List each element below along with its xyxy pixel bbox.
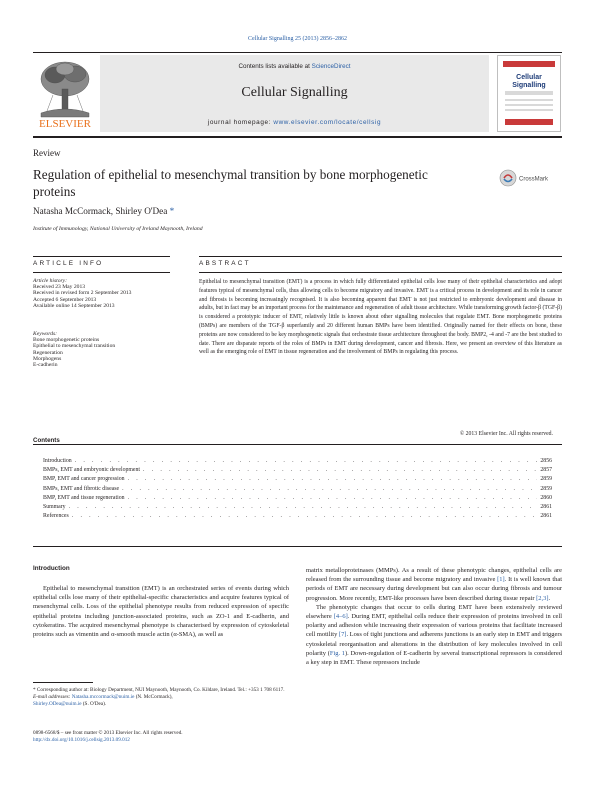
body-column-right xyxy=(306,566,562,667)
body-text: ). Down-regulation of E-cadherin by several transcriptional repressors is considered a key step in EMT. These repressors include xyxy=(306,649,562,667)
abstract-text: Epithelial to mesenchymal transition (EMT) is a process in which fully differentiated epithelial cells lose many of their epithelial characteristics and adopt features typical of mesenchymal cells, thus allowing cells to become migratory and invasive. EMT is a critical process in development and its role in cancer and fibrosis is becoming increasingly recognised. It is also becoming apparent that EMT is not just restricted to embryonic development and disease in adults, but in fact may be an important process for the maintenance and regeneration of adult tissue architecture. While transforming growth factor-β (TGF-β) is considered a prototypic inducer of EMT, relatively little is known about other signalling molecules that regulate EMT. Bone morphogenetic proteins (BMPs) are members of the TGF-β superfamily and 20 different human BMPs have been identified. Originally named for their effects on bone, these proteins are now considered to be key morphogenetic signals that orchestrate tissue architecture throughout the body. BMP2, -4 and -7 are the best studied to date. There are disparate reports of the roles of BMPs in EMT during development, cancer and fibrosis. Here, we present an overview of this literature as well as the emerging role of EMT in tissue regeneration and the involvement of BMPs in regulating this process. xyxy=(199,279,562,356)
toc-page[interactable]: 2856 xyxy=(540,458,552,464)
toc-title[interactable]: BMP, EMT and cancer progression xyxy=(43,476,125,483)
figure-link[interactable]: Fig. 1 xyxy=(329,649,346,657)
author-affiliation: Institute of Immunology, National University of Ireland Maynooth, Ireland xyxy=(33,226,203,232)
body-text: matrix metalloproteinases (MMPs). As a result of these phenotypic changes, epithelial cells are released from the surrounding tissue and become migratory and invasive xyxy=(306,567,562,584)
toc-entry[interactable] xyxy=(43,458,552,467)
toc-entry[interactable] xyxy=(43,467,552,476)
footnote xyxy=(33,687,289,707)
keyword: Morphogens xyxy=(33,355,62,362)
toc-leader xyxy=(128,495,538,501)
email-label: E-mail addresses: xyxy=(33,693,72,700)
keywords xyxy=(33,331,173,368)
intro-paragraph: Epithelial to mesenchymal transition (EMT) is an orchestrated series of events during which epithelial cells lose many of their epithelial-specific characteristics and acquire features typical of mesenchymal cells. Loss of the epithelial phenotype results from reduced expression of specific epithelial proteins including junction-associated proteins, such as ZO-1 and E-cadherin, and cytokeratins. The acquired mesenchymal phenotype is characterised by expression of cytoskeletal proteins such as vimentin and α-smooth muscle actin (α-SMA), as well as xyxy=(33,585,289,639)
history-item: Received in revised form 2 September 2013 xyxy=(33,290,132,297)
abstract-copyright: © 2013 Elsevier Inc. All rights reserved. xyxy=(459,431,553,437)
contents-available xyxy=(100,63,489,70)
history-item: Received 23 May 2013 xyxy=(33,284,86,291)
table-of-contents xyxy=(43,458,552,522)
keyword: E-cadherin xyxy=(33,362,58,369)
corresponding-author-note: * Corresponding author at: Biology Department, NUI Maynooth, Maynooth, Co. Kildare, Ireland. Tel.: +353 1 708 6117. xyxy=(33,687,285,693)
header-rule xyxy=(33,52,562,53)
journal-title: Cellular Signalling xyxy=(241,85,348,100)
toc-leader xyxy=(75,458,538,464)
header-thick-rule xyxy=(33,136,562,138)
article-title: Regulation of epithelial to mesenchymal transition by bone morphogenetic proteins xyxy=(33,167,428,199)
article-section-type: Review xyxy=(33,148,61,158)
crossmark-icon xyxy=(500,170,516,186)
elsevier-logo-text: ELSEVIER xyxy=(39,118,91,130)
article-authors xyxy=(33,206,174,216)
homepage-link[interactable]: www.elsevier.com/locate/cellsig xyxy=(273,119,382,126)
crossmark-button[interactable] xyxy=(498,168,562,188)
journal-cover-thumbnail xyxy=(497,55,561,132)
keyword: Regeneration xyxy=(33,349,63,356)
issn-doi-block xyxy=(33,730,289,743)
article-info-rule xyxy=(33,272,170,273)
toc-leader xyxy=(128,476,538,482)
body-text: . During EMT, epithelial cells reduce their expression of proteins involved in cell polarity and adhesion while increasing their expression of various proteins that facilitate increased cell motility xyxy=(306,613,562,639)
article-info-rule-top xyxy=(33,256,170,257)
abstract-heading: ABSTRACT xyxy=(199,260,251,267)
toc-title[interactable]: BMPs, EMT and embryonic development xyxy=(43,467,140,474)
abstract-rule xyxy=(199,272,562,273)
toc-leader xyxy=(122,486,537,492)
body-paragraph xyxy=(306,603,562,667)
citation-link[interactable]: [7] xyxy=(338,631,347,639)
toc-title[interactable]: BMPs, EMT and fibrotic disease xyxy=(43,485,120,492)
toc-title[interactable]: References xyxy=(43,513,69,520)
body-text: . xyxy=(548,594,551,602)
introduction-heading: Introduction xyxy=(33,565,70,572)
toc-entry[interactable] xyxy=(43,476,552,485)
citation-link[interactable]: [2,3] xyxy=(536,594,549,602)
email-owner: (N. McCormack), xyxy=(134,693,173,700)
history-label: Article history: xyxy=(33,278,68,284)
keyword: Epithelial to mesenchymal transition xyxy=(33,343,116,350)
doi-link[interactable]: http://dx.doi.org/10.1016/j.cellsig.2013.09.012 xyxy=(33,736,130,743)
toc-page[interactable]: 2860 xyxy=(540,494,552,501)
toc-leader xyxy=(143,467,537,473)
history-item: Accepted 6 September 2013 xyxy=(33,296,97,303)
corresponding-author-mark[interactable]: * xyxy=(169,206,175,216)
email-link[interactable]: Shirley.ODea@nuim.ie xyxy=(33,700,82,707)
sciencedirect-link[interactable]: ScienceDirect xyxy=(311,63,351,70)
email-owner: (S. O'Dea). xyxy=(81,700,107,707)
toc-page[interactable]: 2859 xyxy=(540,485,552,492)
email-addresses xyxy=(33,694,289,708)
toc-entry[interactable] xyxy=(43,504,552,513)
body-text: . Loss of tight junctions and adherens junctions is an early step in EMT and triggers cytoskeletal reorganisation and alterations in the distribution of key molecules involved in cell polarity ( xyxy=(306,631,563,657)
keywords-label: Keywords: xyxy=(33,331,58,337)
toc-entry[interactable] xyxy=(43,495,552,504)
toc-title[interactable]: Summary xyxy=(43,503,66,510)
contents-rule xyxy=(33,444,562,445)
body-text: The phenotypic changes that occur to cells during EMT have been extensively reviewed elsewhere xyxy=(306,603,562,621)
cover-title-line2: Signalling xyxy=(512,82,546,89)
toc-entry[interactable] xyxy=(43,513,552,522)
author-names: Natasha McCormack, Shirley O'Dea xyxy=(33,206,168,216)
history-item: Available online 14 September 2013 xyxy=(33,302,115,309)
toc-page[interactable]: 2859 xyxy=(540,476,552,483)
toc-entry[interactable] xyxy=(43,486,552,495)
toc-title[interactable]: Introduction xyxy=(43,458,72,464)
contents-bottom-rule xyxy=(33,546,562,547)
homepage-prefix: journal homepage: xyxy=(207,119,274,126)
journal-citation-link[interactable]: Cellular Signalling 25 (2013) 2856–2862 xyxy=(248,36,347,42)
keyword: Bone morphogenetic proteins xyxy=(33,337,100,344)
toc-page[interactable]: 2861 xyxy=(540,513,552,520)
body-paragraph xyxy=(306,566,562,603)
body-column-left xyxy=(33,584,289,639)
article-info-heading: ARTICLE INFO xyxy=(33,260,104,267)
crossmark-label: CrossMark xyxy=(519,176,549,183)
contents-heading: Contents xyxy=(33,437,60,444)
toc-page[interactable]: 2857 xyxy=(540,467,552,474)
body-text: . It is well known that periods of EMT are necessary during development but can also occur during fibrosis and tumour progression. More recently, EMT-like processes have been described during tissue repair xyxy=(306,576,562,602)
citation-link[interactable]: [4–6] xyxy=(333,613,348,621)
contents-prefix: Contents lists available at xyxy=(238,63,312,70)
toc-page[interactable]: 2861 xyxy=(540,503,552,510)
toc-title[interactable]: BMP, EMT and tissue regeneration xyxy=(43,494,125,501)
journal-homepage xyxy=(100,119,489,126)
cover-title-line1: Cellular xyxy=(516,74,542,81)
email-link[interactable]: Natasha.mccormack@nuim.ie xyxy=(71,693,135,700)
elsevier-logo xyxy=(33,55,97,132)
abstract-rule-top xyxy=(199,256,562,257)
article-history xyxy=(33,278,173,309)
issn-line: 0898-6568/$ – see front matter © 2013 Elsevier Inc. All rights reserved. xyxy=(33,730,183,736)
toc-leader xyxy=(72,513,538,519)
citation-link[interactable]: [1] xyxy=(497,576,505,584)
footnote-rule xyxy=(33,682,93,683)
toc-leader xyxy=(69,504,538,510)
